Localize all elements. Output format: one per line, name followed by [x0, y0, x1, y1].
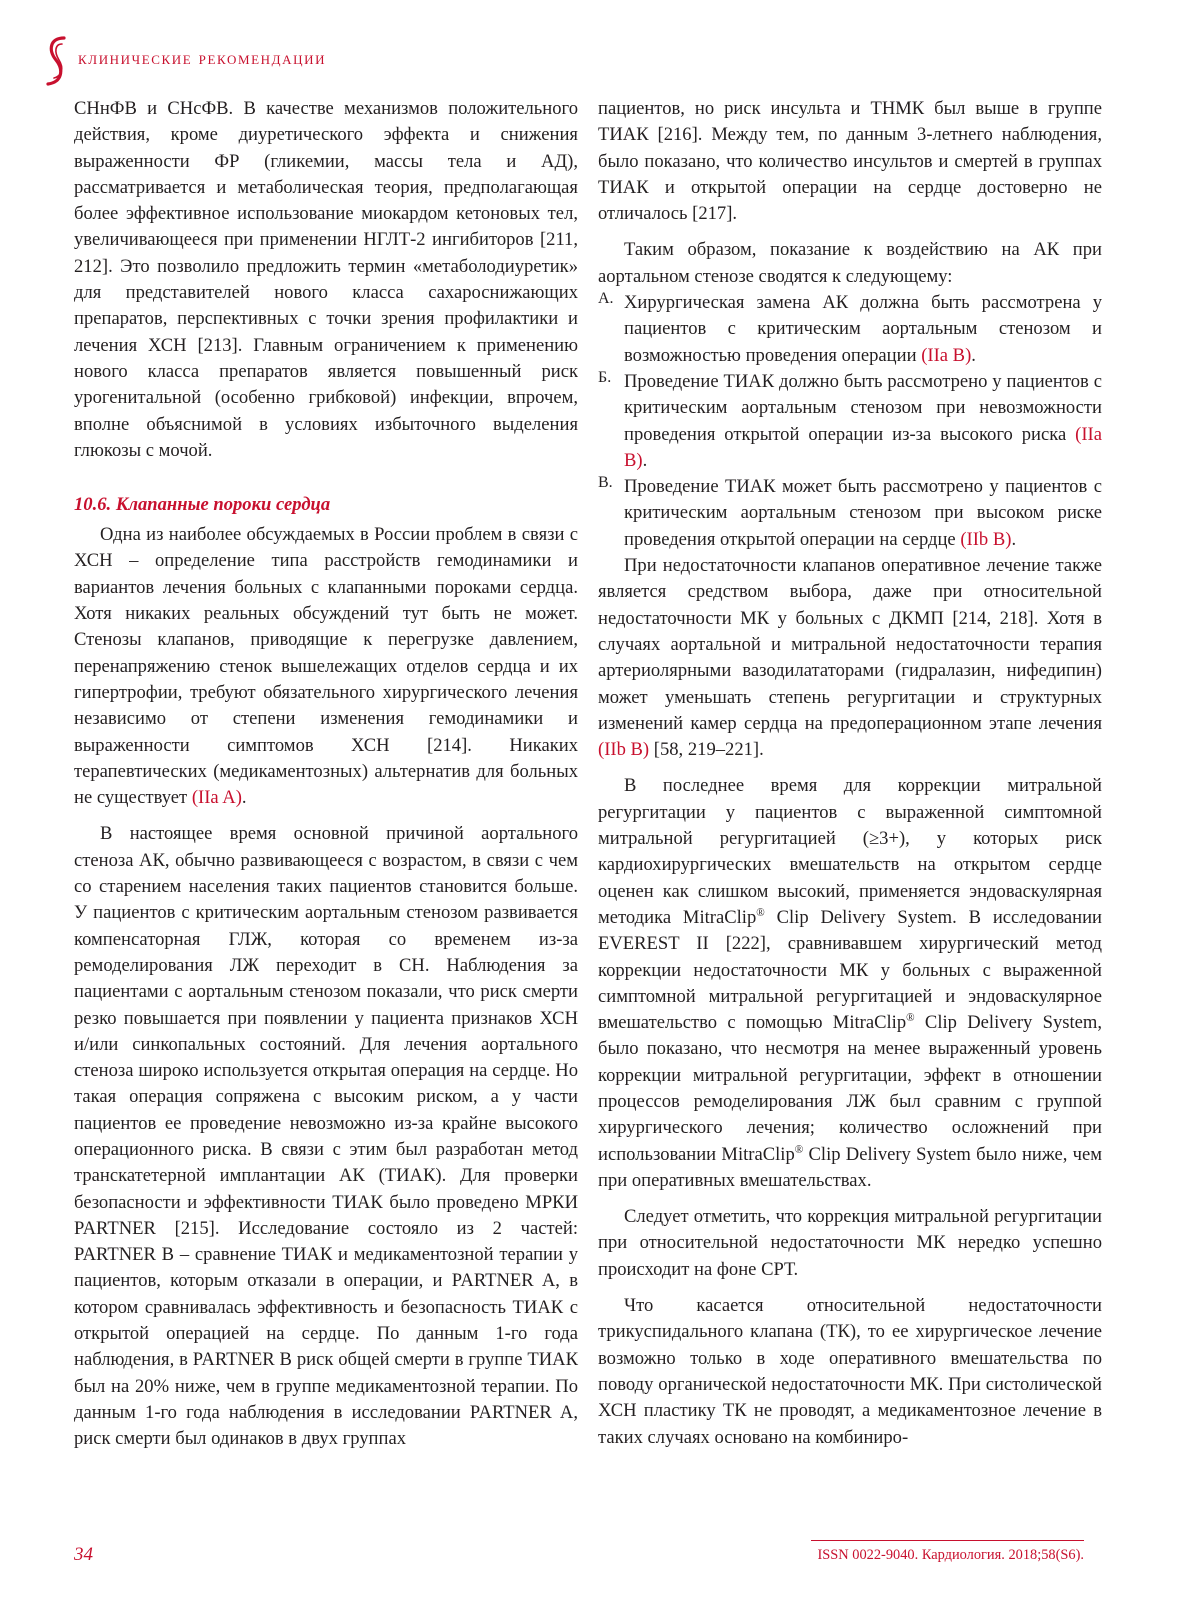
- list-text: Проведение ТИАК должно быть рассмотрено у пациентов с критическим аортальным стенозом при невозможности проведения открытой операции из-за высокого риска: [624, 370, 1102, 445]
- list-end: .: [642, 449, 648, 471]
- page-number: 34: [74, 1544, 93, 1565]
- paragraph: [74, 522, 578, 811]
- paragraph: [598, 553, 1102, 763]
- paragraph-end: .: [241, 787, 247, 809]
- paragraph: Таким образом, показание к воздействию на АК при аортальном стенозе сводятся к следующему:: [598, 239, 1102, 287]
- list-item: [598, 474, 1102, 553]
- list-text: Хирургическая замена АК должна быть рассмотрена у пациентов с критическим аортальным стенозом и возможностью проведения операции: [624, 292, 1102, 366]
- right-column: [598, 96, 1102, 1451]
- journal-citation: ISSN 0022-9040. Кардиология. 2018;58(S6).: [817, 1547, 1084, 1563]
- recommendation-class: (IIb B): [598, 739, 650, 761]
- paragraph-end: [58, 219–221].: [649, 739, 764, 761]
- section-heading: 10.6. Клапанные пороки сердца: [74, 494, 331, 516]
- left-column: [74, 96, 578, 1453]
- paragraph: [598, 773, 1102, 1194]
- paragraph: Следует отметить, что коррекция митральной регургитации при относительной недостаточности МК нередко успешно происходит на фоне СРТ.: [598, 1206, 1102, 1280]
- paragraph: В настоящее время основной причиной аортального стеноза АК, обычно развивающееся с возрастом, в связи с чем со старением населения таких пациентов становится больше. У пациентов с критическим аортальным стенозом развивается компенсаторная ГЛЖ, которая со временем из-за ремоделирования ЛЖ переходит в СН. Наблюдения за пациентами с аортальным стенозом показали, что риск смерти резко повышается при появлении у пациента признаков ХСН и/или синкопальных состояний. Для лечения аортального стеноза широко используется открытая операция на сердце. Но такая операция сопряжена с высоким риском, а у части пациентов ее проведение невозможно из-за крайне высокого операционного риска. В связи с этим был разработан метод транскатетерной имплантации АК (ТИАК). Для проверки безопасности и эффективности ТИАК было проведено МРКИ PARTNER [215]. Исследование состояло из 2 частей: PARTNER B – сравнение ТИАК и медикаментозной терапии у пациентов, которым отказали в операции, и PARTNER A, в котором сравнивалась эффективность и безопасность ТИАК с открытой операцией на сердце. По данным 1-го года наблюдения, в PARTNER B риск общей смерти в группе ТИАК был на 20% ниже, чем в группе медикаментозной терапии. По данным 1-го года наблюдения в исследовании PARTNER A, риск смерти был одинаков в двух группах: [74, 823, 578, 1450]
- paragraph: Что касается относительной недостаточности трикуспидального клапана (ТК), то ее хирургическое лечение возможно только в ходе оперативного вмешательства по поводу органической недостаточности МК. При систолической ХСН пластику ТК не проводят, а медикаментозное лечение в таких случаях основано на комбиниро-: [598, 1295, 1102, 1448]
- paragraph-text: Clip Delivery System. В исследовании EVEREST II [222], сравнивавшем хирургический метод коррекции недостаточности МК у больных с выраженной симптомной митральной регургитацией и эндоваскулярное вмешательство с помощью MitraClip: [598, 906, 1102, 1034]
- recommendation-class: (IIb B): [960, 528, 1012, 550]
- paragraph: пациентов, но риск инсульта и ТНМК был выше в группе ТИАК [216]. Между тем, по данным 3-летнего наблюдения, было показано, что количество инсультов и смертей в группах ТИАК и открытой операции на сердце достоверно не отличалось [217].: [598, 98, 1102, 225]
- list-item-text: [624, 290, 1102, 369]
- list-marker: А.: [598, 290, 614, 308]
- footer-rule: [811, 1540, 1084, 1541]
- list-end: .: [1011, 528, 1017, 550]
- recommendation-class: (IIa A): [191, 787, 242, 809]
- list-marker: Б.: [598, 368, 612, 386]
- list-marker: В.: [598, 474, 613, 492]
- paragraph-text: В последнее время для коррекции митральной регургитации у пациентов с выраженной симптомной митральной регургитацией (≥3+), у которых риск кардиохирургических вмешательств на открытом сердце оценен как слишком высокий, применяется эндоваскулярная методика MitraClip: [598, 775, 1102, 928]
- paragraph-text: Одна из наиболее обсуждаемых в России проблем в связи с ХСН – определение типа расстройств гемодинамики и вариантов лечения больных с клапанными пороками сердца. Хотя никаких реальных обсуждений тут быть не может. Стенозы клапанов, приводящие к перегрузке давлением, перенапряжению стенок вышележащих отделов сердца и их гипертрофии, требуют обязательного хирургического лечения независимо от степени изменения гемодинамики и выраженности симптомов ХСН [214]. Никаких терапевтических (медикаментозных) альтернатив для больных не существует: [74, 524, 578, 809]
- list-item: [598, 369, 1102, 474]
- paragraph-text: Clip Delivery System было ниже, чем при оперативных вмешательствах.: [598, 1143, 1103, 1191]
- paragraph-text: Clip Delivery System, было показано, что несмотря на менее выраженный уровень коррекции митральной регургитации, эффект в отношении процессов ремоделирования ЛЖ был сравним с группой хирургического лечения; количество осложнений при использовании MitraClip: [598, 1012, 1103, 1165]
- list-item-text: [624, 474, 1102, 553]
- recommendation-class: (IIa B): [921, 344, 972, 366]
- paragraph-text: При недостаточности клапанов оперативное лечение также является средством выбора, даже при относительной недостаточности МК у больных с ДКМП [214, 218]. Хотя в случаях аортальной и митральной недостаточности терапия артериолярными вазодилататорами (гидралазин, нифедипин) может уменьшать степень регургитации и структурных изменений камер сердца на предоперационном этапе лечения: [598, 555, 1102, 734]
- list-end: .: [971, 344, 976, 366]
- journal-logo-icon: [40, 34, 74, 88]
- list-text: Проведение ТИАК может быть рассмотрено у пациентов с критическим аортальным стенозом при высоком риске проведения открытой операции на сердце: [624, 476, 1102, 550]
- list-item: [598, 290, 1102, 369]
- list-item-text: [624, 369, 1102, 474]
- recommendation-class: (IIa B): [624, 423, 1102, 471]
- section-title: клинические рекомендации: [78, 48, 327, 69]
- registered-mark: ®: [906, 1011, 915, 1024]
- registered-mark: ®: [794, 1143, 804, 1156]
- paragraph: СНнФВ и СНсФВ. В качестве механизмов положительного действия, кроме диуретического эффекта и снижения выраженности ФР (гликемии, массы тела и АД), рассматривается и метаболическая теория, предполагающая более эффективное использование миокардом кетоновых тел, увеличивающееся при применении НГЛТ-2 ингибиторов [211, 212]. Это позволило предложить термин «метаболодиуретик» для представителей нового класса сахароснижающих препаратов, перспективных с точки зрения профилактики и лечения ХСН [213]. Главным ограничением к применению нового класса препаратов является повышенный риск урогенитальной (особенно грибковой) инфекции, впрочем, вполне объяснимой в условиях избыточного выделения глюкозы с мочой.: [74, 98, 578, 461]
- registered-mark: ®: [756, 906, 765, 919]
